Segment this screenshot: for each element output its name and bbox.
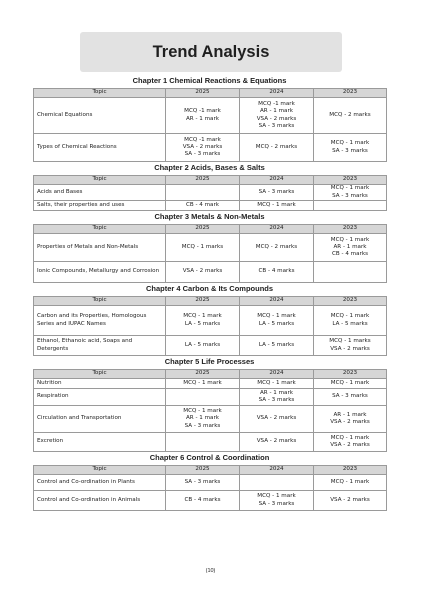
chapter-table <box>33 88 387 162</box>
page-number: (10) <box>205 568 216 574</box>
marks-cell <box>166 406 240 433</box>
mark-entry: SA - 3 marks <box>258 500 295 507</box>
mark-entry: MCQ - 1 mark <box>257 379 296 386</box>
chapter-title: Chapter 6 Control & Coordination <box>149 453 270 462</box>
table-row <box>34 389 387 406</box>
mark-entry: CB - 4 mark <box>185 201 220 208</box>
trend-tables <box>33 75 386 511</box>
header-row <box>34 225 387 234</box>
marks-cell <box>314 185 387 201</box>
column-header: 2024 <box>240 297 314 306</box>
column-header: 2023 <box>314 370 387 379</box>
mark-entry: VSA - 2 marks <box>256 415 297 422</box>
column-header: 2025 <box>166 466 240 475</box>
marks-cell <box>240 389 314 406</box>
marks-cell <box>314 306 387 336</box>
marks-cell <box>240 134 314 162</box>
marks-cell <box>240 185 314 201</box>
chapter-table <box>33 296 387 356</box>
marks-cell <box>166 306 240 336</box>
chapter-title: Chapter 1 Chemical Reactions & Equations <box>132 76 287 85</box>
marks-cell <box>166 262 240 283</box>
topic-cell: Excretion <box>34 433 166 452</box>
marks-cell <box>314 262 387 283</box>
mark-entry: MCQ - 1 marks <box>329 338 371 345</box>
marks-cell <box>314 406 387 433</box>
mark-entry: MCQ - 1 mark <box>257 313 296 320</box>
column-header: 2023 <box>314 89 387 98</box>
table-row <box>34 475 387 491</box>
marks-cell <box>314 336 387 356</box>
chapter-table <box>33 224 387 283</box>
column-header: 2025 <box>166 89 240 98</box>
marks-cell <box>166 389 240 406</box>
mark-entry: SA - 3 marks <box>184 478 221 485</box>
column-header: 2024 <box>240 225 314 234</box>
marks-cell <box>240 475 314 491</box>
marks-cell <box>314 234 387 262</box>
mark-entry: SA - 3 marks <box>332 147 368 154</box>
mark-entry: SA - 3 marks <box>332 192 368 199</box>
marks-cell <box>166 475 240 491</box>
marks-cell <box>166 234 240 262</box>
marks-cell <box>240 201 314 211</box>
mark-entry: LA - 5 marks <box>258 320 295 327</box>
topic-cell: Control and Co-ordination in Animals <box>34 491 166 511</box>
mark-entry: MCQ - 1 mark <box>330 379 370 386</box>
column-header: 2023 <box>314 176 387 185</box>
table-row <box>34 491 387 511</box>
mark-entry: MCQ - 1 mark <box>330 185 370 192</box>
mark-entry: MCQ - 1 mark <box>330 140 370 147</box>
table-row <box>34 379 387 389</box>
marks-cell <box>240 262 314 283</box>
mark-entry: MCQ - 2 marks <box>255 143 298 150</box>
column-header: 2024 <box>240 370 314 379</box>
mark-entry: VSA - 2 marks <box>182 143 223 150</box>
column-header: 2025 <box>166 176 240 185</box>
chapter-table <box>33 175 387 211</box>
mark-entry: MCQ - 1 mark <box>330 434 370 441</box>
column-header: Topic <box>34 176 166 185</box>
mark-entry: SA - 3 marks <box>184 422 221 429</box>
marks-cell <box>166 379 240 389</box>
marks-cell <box>240 491 314 511</box>
marks-cell <box>240 406 314 433</box>
topic-cell: Ionic Compounds, Metallurgy and Corrosion <box>34 262 166 283</box>
column-header: 2025 <box>166 370 240 379</box>
column-header: 2023 <box>314 466 387 475</box>
mark-entry: SA - 3 marks <box>258 188 295 195</box>
mark-entry: LA - 5 marks <box>184 341 221 348</box>
chapter-title: Chapter 3 Metals & Non-Metals <box>154 212 265 221</box>
marks-cell <box>314 491 387 511</box>
header-row <box>34 89 387 98</box>
header-row <box>34 176 387 185</box>
table-row <box>34 185 387 201</box>
mark-entry: MCQ - 1 mark <box>183 379 222 386</box>
table-row <box>34 336 387 356</box>
table-row <box>34 98 387 134</box>
header-row <box>34 466 387 475</box>
mark-entry: MCQ - 1 mark <box>257 201 296 208</box>
mark-entry: MCQ - 2 marks <box>255 243 298 250</box>
column-header: Topic <box>34 297 166 306</box>
topic-cell: Types of Chemical Reactions <box>34 134 166 162</box>
header-row <box>34 370 387 379</box>
table-row <box>34 433 387 452</box>
mark-entry: MCQ - 1 mark <box>330 313 370 320</box>
mark-entry: MCQ - 1 marks <box>181 243 224 250</box>
mark-entry: VSA - 2 marks <box>330 496 370 503</box>
marks-cell <box>314 389 387 406</box>
column-header: Topic <box>34 225 166 234</box>
mark-entry: MCQ -1 mark <box>184 108 221 115</box>
table-row <box>34 234 387 262</box>
column-header: Topic <box>34 370 166 379</box>
chapter-title: Chapter 4 Carbon & Its Compounds <box>145 284 274 293</box>
column-header: 2024 <box>240 176 314 185</box>
column-header: Topic <box>34 466 166 475</box>
mark-entry: SA - 3 marks <box>258 397 295 403</box>
mark-entry: LA - 5 marks <box>258 341 295 348</box>
topic-cell: Circulation and Transportation <box>34 406 166 433</box>
mark-entry: AR - 1 mark <box>185 115 220 122</box>
topic-cell: Carbon and its Properties, Homologous Series and IUPAC Names <box>34 306 166 336</box>
mark-entry: CB - 4 marks <box>258 268 295 275</box>
mark-entry: CB - 4 marks <box>332 251 368 258</box>
mark-entry: SA - 3 marks <box>184 151 221 158</box>
marks-cell <box>314 475 387 491</box>
mark-entry: VSA - 2 marks <box>330 442 370 448</box>
mark-entry: MCQ - 1 mark <box>330 478 370 485</box>
chapter-title: Chapter 5 Life Processes <box>164 357 255 366</box>
table-row <box>34 134 387 162</box>
topic-cell: Ethanol, Ethanoic acid, Soaps and Detergents <box>34 336 166 356</box>
mark-entry: AR - 1 mark <box>333 243 367 250</box>
topic-cell: Nutrition <box>34 379 166 389</box>
marks-cell <box>240 379 314 389</box>
mark-entry: MCQ - 2 marks <box>329 111 371 118</box>
mark-entry: LA - 5 marks <box>332 320 368 327</box>
marks-cell <box>166 336 240 356</box>
marks-cell <box>240 306 314 336</box>
column-header: 2025 <box>166 297 240 306</box>
table-row <box>34 406 387 433</box>
topic-cell: Properties of Metals and Non-Metals <box>34 234 166 262</box>
marks-cell <box>314 134 387 162</box>
mark-entry: AR - 1 mark <box>259 108 294 115</box>
mark-entry: MCQ - 1 mark <box>183 408 222 415</box>
marks-cell <box>314 433 387 452</box>
topic-cell: Control and Co-ordination in Plants <box>34 475 166 491</box>
mark-entry: VSA - 2 marks <box>330 419 370 425</box>
mark-entry: VSA - 2 marks <box>256 438 297 445</box>
mark-entry: AR - 1 mark <box>333 411 367 418</box>
mark-entry: SA - 3 marks <box>258 122 295 129</box>
mark-entry: MCQ - 1 mark <box>257 493 296 500</box>
chapter-table <box>33 465 387 511</box>
column-header: 2023 <box>314 297 387 306</box>
chapter-title: Chapter 2 Acids, Bases & Salts <box>154 163 265 172</box>
marks-cell <box>240 98 314 134</box>
column-header: 2024 <box>240 89 314 98</box>
page-title: Trend Analysis <box>80 32 342 72</box>
marks-cell <box>314 379 387 389</box>
table-row <box>34 306 387 336</box>
column-header: 2025 <box>166 225 240 234</box>
column-header: Topic <box>34 89 166 98</box>
mark-entry: CB - 4 marks <box>184 496 221 503</box>
mark-entry: MCQ -1 mark <box>258 100 295 107</box>
marks-cell <box>166 98 240 134</box>
topic-cell: Respiration <box>34 389 166 406</box>
topic-cell: Acids and Bases <box>34 185 166 201</box>
mark-entry: SA - 3 marks <box>332 393 368 400</box>
marks-cell <box>166 201 240 211</box>
mark-entry: MCQ - 1 mark <box>183 313 222 320</box>
mark-entry: AR - 1 mark <box>185 415 220 422</box>
marks-cell <box>240 336 314 356</box>
marks-cell <box>166 134 240 162</box>
header-row <box>34 297 387 306</box>
chapter-table <box>33 369 387 452</box>
marks-cell <box>314 201 387 211</box>
mark-entry: VSA - 2 marks <box>330 345 370 352</box>
marks-cell <box>314 98 387 134</box>
column-header: 2023 <box>314 225 387 234</box>
table-row <box>34 201 387 211</box>
marks-cell <box>166 491 240 511</box>
mark-entry: MCQ - 1 mark <box>330 236 370 243</box>
marks-cell <box>166 433 240 452</box>
mark-entry: MCQ -1 mark <box>184 136 221 143</box>
marks-cell <box>240 234 314 262</box>
column-header: 2024 <box>240 466 314 475</box>
table-row <box>34 262 387 283</box>
mark-entry: AR - 1 mark <box>259 389 294 396</box>
marks-cell <box>240 433 314 452</box>
mark-entry: VSA - 2 marks <box>256 115 297 122</box>
mark-entry: LA - 5 marks <box>184 320 221 327</box>
mark-entry: VSA - 2 marks <box>182 268 223 275</box>
topic-cell: Salts, their properties and uses <box>34 201 166 211</box>
topic-cell: Chemical Equations <box>34 98 166 134</box>
marks-cell <box>166 185 240 201</box>
